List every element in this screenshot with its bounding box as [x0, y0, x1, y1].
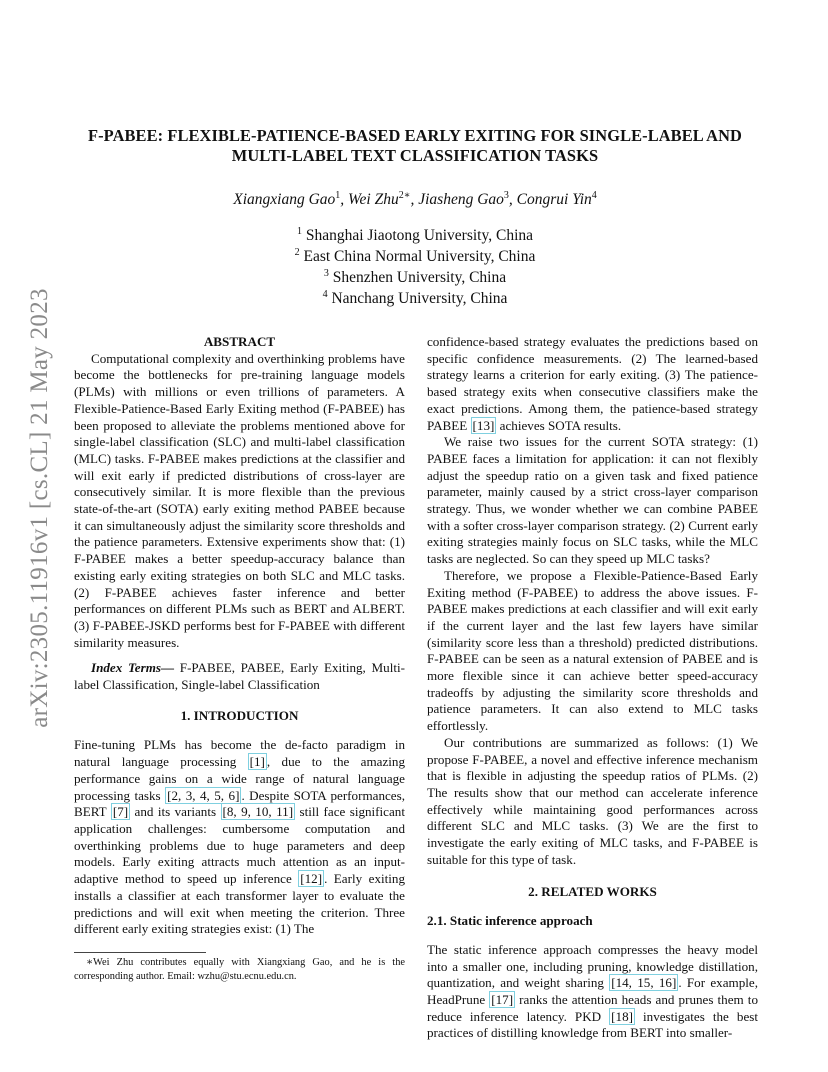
related-works-paragraph [427, 942, 758, 1042]
author-name: Wei Zhu [348, 191, 399, 209]
body-text: ranks the attention heads and prunes them to reduce inference latency. PKD [427, 992, 758, 1024]
body-text: still face significant application challenges: cumbersome computation and overthinking problems due to huge parameters and deep models. Early exiting attracts much attention as an input-adaptive method to speed up inference [74, 804, 405, 887]
introduction-paragraph [74, 737, 405, 937]
citation-link[interactable]: [8, 9, 10, 11] [222, 804, 294, 820]
affiliation-name: East China Normal University, China [303, 248, 536, 266]
introduction-paragraph: We raise two issues for the current SOTA strategy: (1) PABEE faces a limitation for application: it can not flexibly adjust the speedup ratio on a given task and fixed patience parameter, mainly caused by a strict cross-layer comparison strategy. Thus, we wonder whether we can combine PABEE with a softer cross-layer comparison strategy. (2) Current early exiting strategies mainly focus on SLC tasks, while the MLC tasks are neglected. So can they speed up MLC tasks? [427, 434, 758, 567]
affiliation [74, 221, 756, 245]
affiliation [74, 284, 756, 308]
citation-link[interactable]: [12] [300, 871, 323, 887]
paper-title [74, 126, 756, 166]
body-text: . For example, HeadPrune [427, 975, 758, 1008]
author-name: Jiasheng Gao [418, 191, 504, 209]
affiliation-list [74, 221, 756, 308]
arxiv-identifier-stamp [20, 258, 60, 758]
body-text: Fine-tuning PLMs has become the de-facto paradigm in natural language processing [74, 737, 405, 770]
author-superscript: 2∗ [398, 190, 411, 201]
footnote-text: ∗Wei Zhu contributes equally with Xiangxiang Gao, and he is the corresponding author. Email: wzhu@stu.ecnu.edu.cn. [74, 957, 405, 982]
author-superscript: 4 [591, 190, 597, 201]
author-name: Xiangxiang Gao [233, 191, 336, 209]
affiliation-name: Nanchang University, China [331, 290, 508, 308]
body-text: , due to the amazing performance gains on a wide range of natural language processing tasks [74, 754, 405, 803]
index-terms-text: F-PABEE, PABEE, Early Exiting, Multi-label Classification, Single-label Classification [74, 660, 405, 693]
affiliation [74, 242, 756, 266]
body-text: confidence-based strategy evaluates the predictions based on specific confidence measurements. (2) The learned-based strategy learns a criterion for early exiting. (3) The patience-based strategy exits when consecutive classifiers make the exact predictions. Among them, the patience-based strategy PABEE [427, 334, 758, 433]
author-superscript: 1 [335, 190, 341, 201]
body-text: achieves [496, 417, 548, 433]
citation-link[interactable]: [17] [491, 992, 514, 1008]
left-column [74, 334, 405, 938]
body-text: and its variants [130, 804, 221, 820]
index-terms [74, 660, 405, 693]
affiliation-superscript: 4 [322, 289, 328, 300]
abstract-text: Computational complexity and overthinking problems have become the bottlenecks for pre-training language models (PLMs) with millions or even trillions of parameters. A Flexible-Patience-Based Early Exiting method (F-PABEE) has been proposed to alleviate the problems mentioned above for single-label classification (SLC) and multi-label classification (MLC) tasks. F-PABEE makes predictions at the classifier and will exit early if predicted distributions of cross-layer are consecutively similar. It is more flexible than the previous state-of-the-art (SOTA) early exiting method PABEE because it can simultaneously adjust the similarity score thresholds and the patience parameters. Extensive experiments show that: (1) F-PABEE makes a better speedup-accuracy balance than existing early exiting strategies on both SLC and MLC tasks. (2) F-PABEE achieves faster inference and better performances on different PLMs such as BERT and ALBERT. (3) F-PABEE-JSKD performs best for F-PABEE with different similarity measures. [74, 350, 405, 650]
author-name: Congrui Yin [516, 191, 592, 209]
affiliation [74, 263, 756, 287]
citation-link[interactable]: [14, 15, 16] [611, 975, 677, 991]
body-text: investigates the best practices of distilling knowledge from BERT into smaller- [427, 1008, 758, 1041]
body-text: The static inference approach compresses the heavy model into a smaller one, including pruning, knowledge distillation, quantization, and weight sharing [427, 941, 758, 991]
author-superscript: 3 [503, 190, 509, 201]
body-text: SOTA results. [548, 417, 622, 433]
citation-link[interactable]: [13] [472, 417, 495, 433]
citation-link[interactable]: [7] [112, 804, 129, 820]
affiliation-name: Shanghai Jiaotong University, China [305, 227, 534, 245]
title-line: F-PABEE: FLEXIBLE-PATIENCE-BASED EARLY EXITING FOR SINGLE-LABEL AND [88, 126, 742, 145]
author-list: Xiangxiang Gao$^1$, Wei Zhu$^{2∗}$, Jiasheng Gao$^3$, Congrui Yin$^4$ [233, 190, 597, 209]
related-works-heading: 2. RELATED WORKS [528, 883, 657, 899]
citation-link[interactable]: [18] [611, 1008, 633, 1024]
introduction-paragraph-continued [427, 334, 758, 434]
index-terms-label: Index Terms— [91, 660, 175, 676]
title-line: MULTI-LABEL TEXT CLASSIFICATION TASKS [231, 146, 599, 165]
affiliation-superscript: 3 [323, 268, 329, 279]
body-text: . Early exiting installs a classifier at each transformer layer to evaluate the predictions and will exit when meeting the criterion. Three different early exiting strategies exist: (1) The [74, 871, 405, 937]
footnote [74, 952, 405, 983]
affiliation-name: Shenzhen University, China [332, 269, 507, 287]
introduction-heading: 1. INTRODUCTION [180, 707, 299, 723]
affiliation-superscript: 2 [294, 247, 300, 258]
abstract-heading: ABSTRACT [203, 334, 276, 349]
introduction-paragraph: Our contributions are summarized as follows: (1) We propose F-PABEE, a novel and effective inference mechanism that is flexible in adjusting the speedup ratios of PLMs. (2) The results show that our method can accelerate inference effectively while maintaining good performances across different SLC and MLC tasks. (3) We are the first to investigate the early exiting of MLC tasks, and F-PABEE is suitable for this type of task. [427, 734, 758, 867]
arxiv-identifier-text: arXiv:2305.11916v1 [cs.CL] 21 May 2023 [26, 288, 53, 728]
body-text: . Despite SOTA performances, BERT [74, 787, 405, 820]
citation-link[interactable]: [1] [249, 754, 265, 770]
right-column-continuation [427, 334, 758, 1042]
citation-link[interactable]: [2, 3, 4, 5, 6] [167, 787, 240, 803]
footnote-rule [74, 952, 206, 953]
introduction-paragraph: Therefore, we propose a Flexible-Patience-Based Early Exiting method (F-PABEE) to address the above issues. F-PABEE makes predictions at each classifier and will exit early if the current layer and the last few layers have similar (similarity score less than a threshold) predicted distributions. F-PABEE can be seen as a natural extension of PABEE and is more flexible since it can achieve better speed-accuracy tradeoffs by adjusting the similarity score thresholds and patience parameters. It can also extend to MLC tasks effortlessly. [427, 567, 758, 734]
subsection-heading: 2.1. Static inference approach [427, 913, 593, 929]
affiliation-superscript: 1 [296, 226, 302, 237]
